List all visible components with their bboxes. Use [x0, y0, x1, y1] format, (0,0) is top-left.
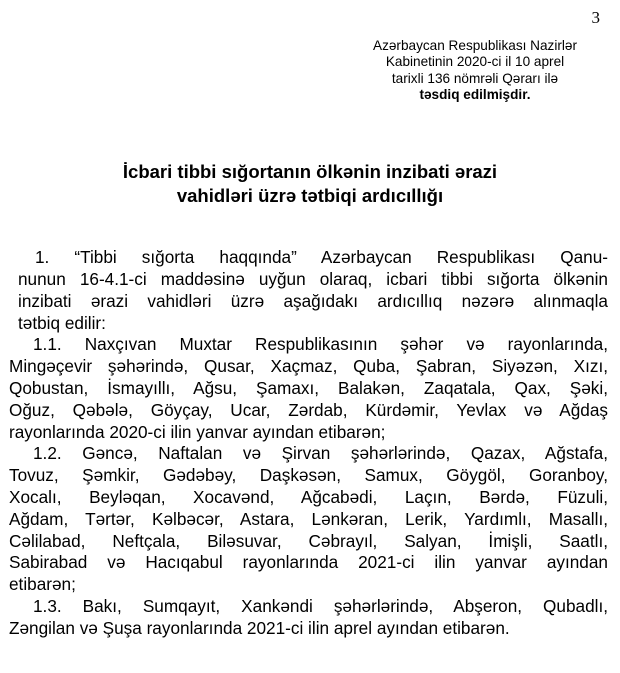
text-line: etibarən;: [9, 574, 76, 595]
paragraph-1: [18, 247, 608, 334]
title-line: İcbari tibbi sığortanın ölkənin inzibati ərazi: [122, 161, 498, 183]
text-line: 1.1. Naxçıvan Muxtar Respublikasının şəhər və rayonlarında,: [33, 334, 608, 355]
text-line: rayonlarında 2020-ci ilin yanvar ayından etibarən;: [9, 421, 386, 442]
document-body: [0, 247, 620, 639]
paragraph-1.3: [9, 596, 608, 640]
text-line: 1.2. Gəncə, Naftalan və Şirvan şəhərlərində, Qazax, Ağstafa,: [33, 443, 608, 464]
text-line: Qobustan, İsmayıllı, Ağsu, Şamaxı, Balakən, Zaqatala, Qax, Şəki,: [9, 377, 608, 398]
text-line: Xocalı, Beyləqan, Xocavənd, Ağcabədi, Laçın, Bərdə, Füzuli,: [9, 486, 608, 507]
approval-line: təsdiq edilmişdir.: [419, 86, 531, 102]
approval-line: tarixli 136 nömrəli Qərarı ilə: [391, 70, 559, 86]
text-line: tətbiq edilir:: [18, 312, 106, 333]
text-line: Ağdam, Tərtər, Kəlbəcər, Astara, Lənkəran, Lerik, Yardımlı, Masallı,: [9, 508, 608, 529]
paragraph-1.1: [9, 334, 608, 443]
text-line: Tovuz, Şəmkir, Gədəbəy, Daşkəsən, Samux, Göygöl, Goranboy,: [9, 465, 608, 486]
approval-note: [349, 38, 601, 103]
approval-line: Azərbaycan Respublikası Nazirlər: [373, 38, 577, 53]
page-number: 3: [591, 8, 600, 27]
text-line: Cəlilabad, Neftçala, Biləsuvar, Cəbrayıl, Salyan, İmişli, Saatlı,: [9, 530, 608, 551]
document-title: [0, 160, 620, 208]
text-line: Mingəçevir şəhərində, Qusar, Xaçmaz, Quba, Şabran, Siyəzən, Xızı,: [9, 356, 608, 377]
text-line: 1.3. Bakı, Sumqayıt, Xankəndi şəhərlərində, Abşeron, Qubadlı,: [33, 595, 608, 616]
approval-line: Kabinetinin 2020-ci il 10 aprel: [385, 54, 565, 70]
text-line: Zəngilan və Şuşa rayonlarında 2021-ci ilin aprel ayından etibarən.: [9, 617, 510, 638]
text-line: nunun 16-4.1-ci maddəsinə uyğun olaraq, icbari tibbi sığorta ölkənin: [18, 268, 608, 289]
title-line: vahidləri üzrə tətbiqi ardıcıllığı: [176, 185, 444, 207]
text-line: inzibati ərazi vahidləri üzrə aşağıdakı ardıcıllıq nəzərə alınmaqla: [18, 290, 608, 311]
text-line: Sabirabad və Hacıqabul rayonlarında 2021-ci ilin yanvar ayından: [9, 552, 608, 573]
text-line: 1. “Tibbi sığorta haqqında” Azərbaycan Respublikası Qanu-: [35, 247, 608, 268]
text-line: Oğuz, Qəbələ, Göyçay, Ucar, Zərdab, Kürdəmir, Yevlax və Ağdaş: [9, 399, 608, 420]
paragraph-1.2: [9, 443, 608, 596]
